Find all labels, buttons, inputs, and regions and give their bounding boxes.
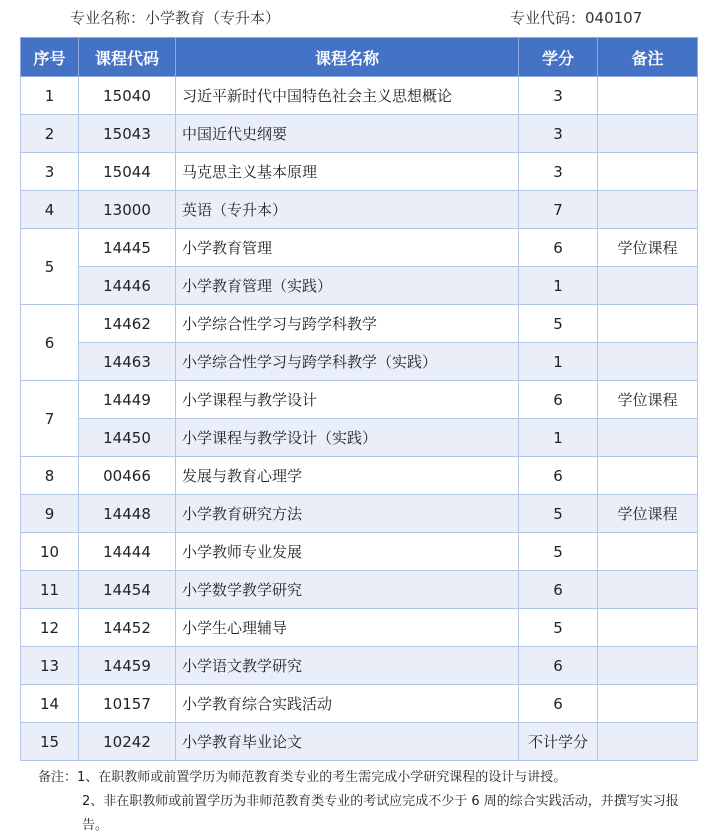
cell-note (598, 77, 698, 115)
cell-name: 小学课程与教学设计（实践） (176, 419, 519, 457)
cell-credit: 5 (519, 533, 598, 571)
cell-no: 8 (21, 457, 79, 495)
table-row (21, 533, 698, 571)
table-row (21, 191, 698, 229)
major-name: 专业名称：小学教育（专升本） (70, 9, 281, 27)
cell-code: 15040 (79, 77, 176, 115)
cell-credit: 3 (519, 153, 598, 191)
cell-code: 13000 (79, 191, 176, 229)
table-row (21, 77, 698, 115)
table-row (21, 457, 698, 495)
cell-note (598, 153, 698, 191)
cell-note (598, 647, 698, 685)
cell-code: 14450 (79, 419, 176, 457)
table-row (21, 609, 698, 647)
table-row (21, 267, 698, 305)
header-line (0, 0, 716, 34)
cell-credit: 5 (519, 305, 598, 343)
table-row (21, 381, 698, 419)
cell-credit: 1 (519, 419, 598, 457)
cell-credit: 7 (519, 191, 598, 229)
cell-code: 14452 (79, 609, 176, 647)
cell-note (598, 115, 698, 153)
table-header-row (21, 38, 698, 77)
table-row (21, 153, 698, 191)
cell-no: 1 (21, 77, 79, 115)
cell-no: 10 (21, 533, 79, 571)
cell-note (598, 723, 698, 761)
cell-name: 发展与教育心理学 (176, 457, 519, 495)
cell-no: 7 (21, 381, 79, 457)
course-table (20, 37, 698, 761)
cell-credit: 5 (519, 495, 598, 533)
cell-no: 12 (21, 609, 79, 647)
cell-code: 00466 (79, 457, 176, 495)
table-row (21, 571, 698, 609)
table-row (21, 229, 698, 267)
table-row (21, 115, 698, 153)
cell-credit: 6 (519, 685, 598, 723)
note-line-2: 2、非在职教师或前置学历为非师范教育类专业的考试应完成不少于 6 周的综合实践活动，并撰写实习报告。 (82, 794, 679, 833)
cell-credit: 1 (519, 267, 598, 305)
cell-no: 13 (21, 647, 79, 685)
note-line-1: 备注：1、在职教师或前置学历为师范教育类专业的考生需完成小学研究课程的设计与讲授。 (38, 770, 567, 785)
cell-no: 2 (21, 115, 79, 153)
cell-no: 4 (21, 191, 79, 229)
notes (38, 766, 704, 838)
cell-credit: 6 (519, 229, 598, 267)
table-body (21, 77, 698, 761)
cell-credit: 不计学分 (519, 723, 598, 761)
cell-code: 14459 (79, 647, 176, 685)
column-header-note: 备注 (598, 38, 698, 77)
cell-no: 3 (21, 153, 79, 191)
cell-name: 习近平新时代中国特色社会主义思想概论 (176, 77, 519, 115)
table-row (21, 305, 698, 343)
cell-code: 14463 (79, 343, 176, 381)
cell-credit: 6 (519, 381, 598, 419)
cell-note (598, 685, 698, 723)
cell-code: 15043 (79, 115, 176, 153)
column-header-no: 序号 (21, 38, 79, 77)
table-row (21, 343, 698, 381)
cell-note (598, 571, 698, 609)
cell-no: 5 (21, 229, 79, 305)
cell-no: 9 (21, 495, 79, 533)
cell-code: 14449 (79, 381, 176, 419)
cell-no: 14 (21, 685, 79, 723)
cell-note (598, 609, 698, 647)
table-row (21, 647, 698, 685)
cell-name: 小学生心理辅导 (176, 609, 519, 647)
cell-code: 10242 (79, 723, 176, 761)
table-row (21, 723, 698, 761)
cell-name: 马克思主义基本原理 (176, 153, 519, 191)
cell-code: 14446 (79, 267, 176, 305)
cell-credit: 3 (519, 77, 598, 115)
cell-credit: 1 (519, 343, 598, 381)
cell-name: 小学教育研究方法 (176, 495, 519, 533)
cell-note (598, 457, 698, 495)
cell-code: 14462 (79, 305, 176, 343)
cell-name: 小学教师专业发展 (176, 533, 519, 571)
cell-note (598, 419, 698, 457)
cell-note (598, 533, 698, 571)
cell-note: 学位课程 (598, 229, 698, 267)
cell-note (598, 305, 698, 343)
cell-name: 小学教育毕业论文 (176, 723, 519, 761)
cell-no: 15 (21, 723, 79, 761)
cell-name: 中国近代史纲要 (176, 115, 519, 153)
cell-no: 11 (21, 571, 79, 609)
cell-name: 小学教育管理 (176, 229, 519, 267)
cell-name: 小学综合性学习与跨学科教学（实践） (176, 343, 519, 381)
cell-no: 6 (21, 305, 79, 381)
column-header-code: 课程代码 (79, 38, 176, 77)
cell-code: 15044 (79, 153, 176, 191)
cell-name: 小学综合性学习与跨学科教学 (176, 305, 519, 343)
cell-code: 14454 (79, 571, 176, 609)
cell-name: 小学语文教学研究 (176, 647, 519, 685)
cell-note (598, 267, 698, 305)
cell-code: 10157 (79, 685, 176, 723)
cell-name: 英语（专升本） (176, 191, 519, 229)
table-row (21, 419, 698, 457)
major-code: 专业代码：040107 (510, 9, 643, 27)
cell-code: 14445 (79, 229, 176, 267)
cell-code: 14444 (79, 533, 176, 571)
cell-note: 学位课程 (598, 381, 698, 419)
cell-note (598, 191, 698, 229)
cell-credit: 6 (519, 571, 598, 609)
column-header-name: 课程名称 (176, 38, 519, 77)
cell-credit: 6 (519, 457, 598, 495)
column-header-credit: 学分 (519, 38, 598, 77)
cell-name: 小学教育综合实践活动 (176, 685, 519, 723)
cell-name: 小学课程与教学设计 (176, 381, 519, 419)
cell-note (598, 343, 698, 381)
cell-credit: 5 (519, 609, 598, 647)
cell-credit: 6 (519, 647, 598, 685)
cell-name: 小学数学教学研究 (176, 571, 519, 609)
cell-note: 学位课程 (598, 495, 698, 533)
cell-code: 14448 (79, 495, 176, 533)
table-row (21, 495, 698, 533)
cell-name: 小学教育管理（实践） (176, 267, 519, 305)
cell-credit: 3 (519, 115, 598, 153)
table-row (21, 685, 698, 723)
